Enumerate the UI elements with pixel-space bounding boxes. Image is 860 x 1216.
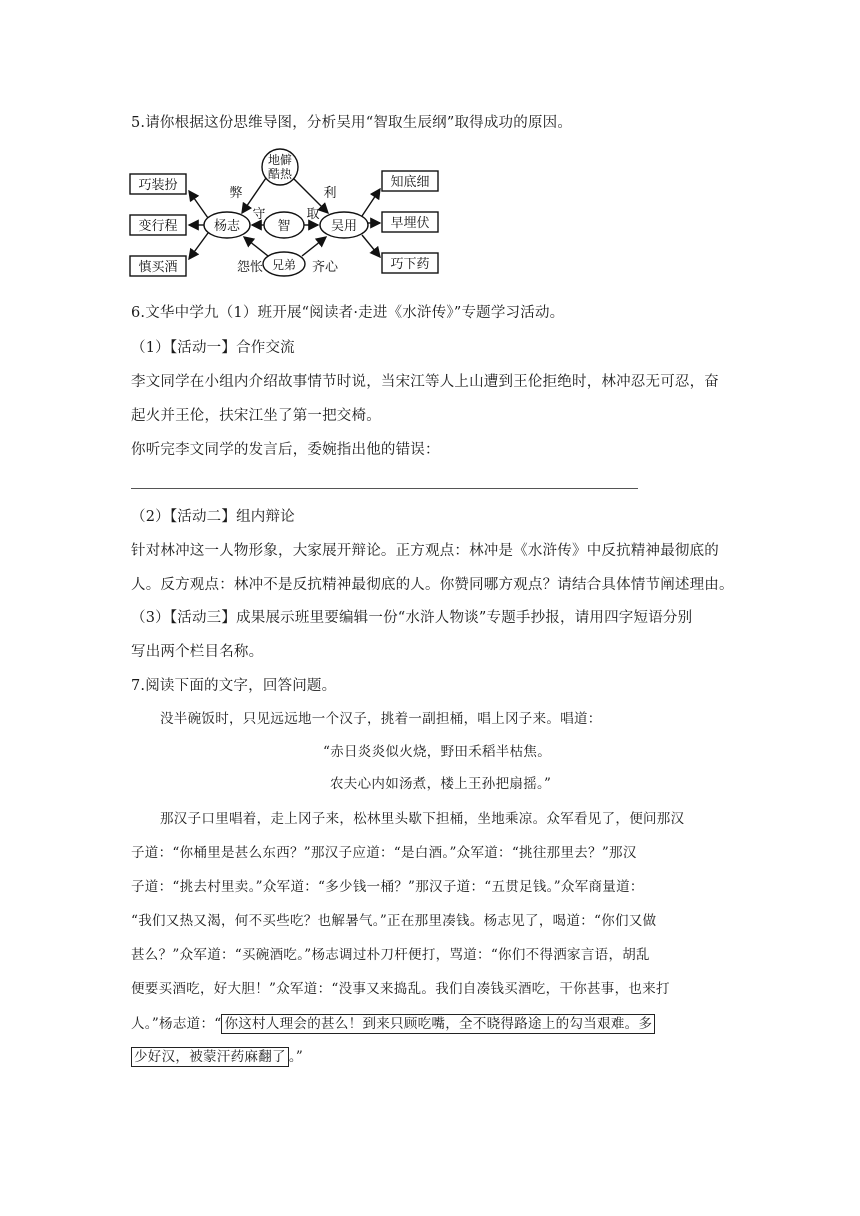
label-qixin: 齐心 (311, 260, 339, 275)
poem-line-2: 农夫心内如汤煮，楼上王孙把扇摇。” (330, 776, 552, 792)
passage-line-6: 便要买酒吃，好大胆！”众军道：“没事又来捣乱。我们自凑钱买酒吃，干你甚事，也来打 (131, 981, 670, 997)
poem-line-1: “赤日炎炎似火烧，野田禾稻半枯焦。 (323, 744, 552, 760)
label-zhi: 智 (277, 219, 291, 234)
label-bi: 弊 (229, 186, 243, 201)
label-left-2: 慎买酒 (138, 260, 178, 275)
label-li: 利 (323, 186, 337, 201)
label-yuanchang: 怨怅 (236, 260, 264, 275)
label-right-2: 巧下药 (390, 257, 430, 272)
highlighted-quote-part-2: 少好汉，被蒙汗药麻翻了 (131, 1047, 289, 1067)
highlighted-quote-part-1: 你这村人理会的甚么！到来只顾吃嘴，全不晓得路途上的勾当艰难。多 (221, 1014, 655, 1034)
label-xiongdi: 兄弟 (271, 258, 297, 272)
passage-line-8-suffix: 。” (288, 1049, 304, 1065)
passage-line-2: 子道：“你桶里是甚么东西？”那汉子应道：“是白酒。”众军道：“挑往那里去？”那汉 (131, 845, 637, 861)
mind-map-diagram (126, 147, 446, 279)
label-yangzhi: 杨志 (213, 219, 241, 234)
label-right-1: 早埋伏 (390, 216, 430, 231)
activity-1-title: （1）【活动一】合作交流 (131, 340, 295, 356)
label-left-0: 巧装扮 (138, 178, 178, 193)
activity-2-title: （2）【活动二】组内辩论 (131, 509, 295, 525)
answer-blank-line[interactable] (131, 488, 638, 489)
passage-intro: 没半碗饭时，只见远远地一个汉子，挑着一副担桶，唱上冈子来。唱道： (160, 711, 602, 727)
label-top-1: 地僻 (267, 153, 293, 167)
question-7-title: 7.阅读下面的文字，回答问题。 (131, 678, 337, 694)
label-left-1: 变行程 (138, 219, 178, 234)
activity-3-line-2: 写出两个栏目名称。 (131, 644, 264, 660)
activity-1-line-1: 李文同学在小组内介绍故事情节时说，当宋江等人上山遭到王伦拒绝时，林冲忍无可忍，奋 (131, 374, 719, 390)
label-top-2: 酷热 (267, 167, 293, 181)
label-qu: 取 (306, 207, 320, 222)
passage-line-3: 子道：“挑去村里卖。”众军道：“多少钱一桶？”那汉子道：“五贯足钱。”众军商量道： (131, 879, 644, 895)
activity-2-line-2: 人。反方观点：林冲不是反抗精神最彻底的人。你赞同哪方观点？请结合具体情节阐述理由。 (131, 577, 734, 593)
label-right-0: 知底细 (390, 175, 430, 190)
passage-line-1: 那汉子口里唱着，走上冈子来，松林里头歇下担桶，坐地乘凉。众军看见了，便问那汉 (160, 811, 685, 827)
label-shou: 守 (252, 207, 266, 222)
label-wuyong: 吴用 (330, 219, 358, 234)
activity-1-line-2: 起火并王伦，扶宋江坐了第一把交椅。 (131, 408, 381, 424)
activity-1-line-3: 你听完李文同学的发言后，委婉指出他的错误： (131, 442, 440, 458)
passage-line-7-prefix: 人。”杨志道：“ (131, 1016, 222, 1032)
passage-line-7 (131, 1018, 655, 1032)
activity-3-line-1: （3）【活动三】成果展示班里要编辑一份“水浒人物谈”专题手抄报，请用四字短语分别 (131, 610, 693, 626)
question-6-title: 6.文华中学九（1）班开展“阅读者·走进《水浒传》”专题学习活动。 (131, 305, 565, 321)
passage-line-5: 甚么？”众军道：“买碗酒吃。”杨志调过朴刀杆便打，骂道：“你们不得洒家言语，胡乱 (131, 947, 650, 963)
passage-line-4: “我们又热又渴，何不买些吃？也解暑气。”正在那里凑钱。杨志见了，喝道：“你们又做 (131, 913, 657, 929)
question-5: 5.请你根据这份思维导图，分析吴用“智取生辰纲”取得成功的原因。 (131, 115, 573, 131)
passage-line-8 (131, 1051, 303, 1065)
activity-2-line-1: 针对林冲这一人物形象，大家展开辩论。正方观点：林冲是《水浒传》中反抗精神最彻底的 (131, 543, 719, 559)
